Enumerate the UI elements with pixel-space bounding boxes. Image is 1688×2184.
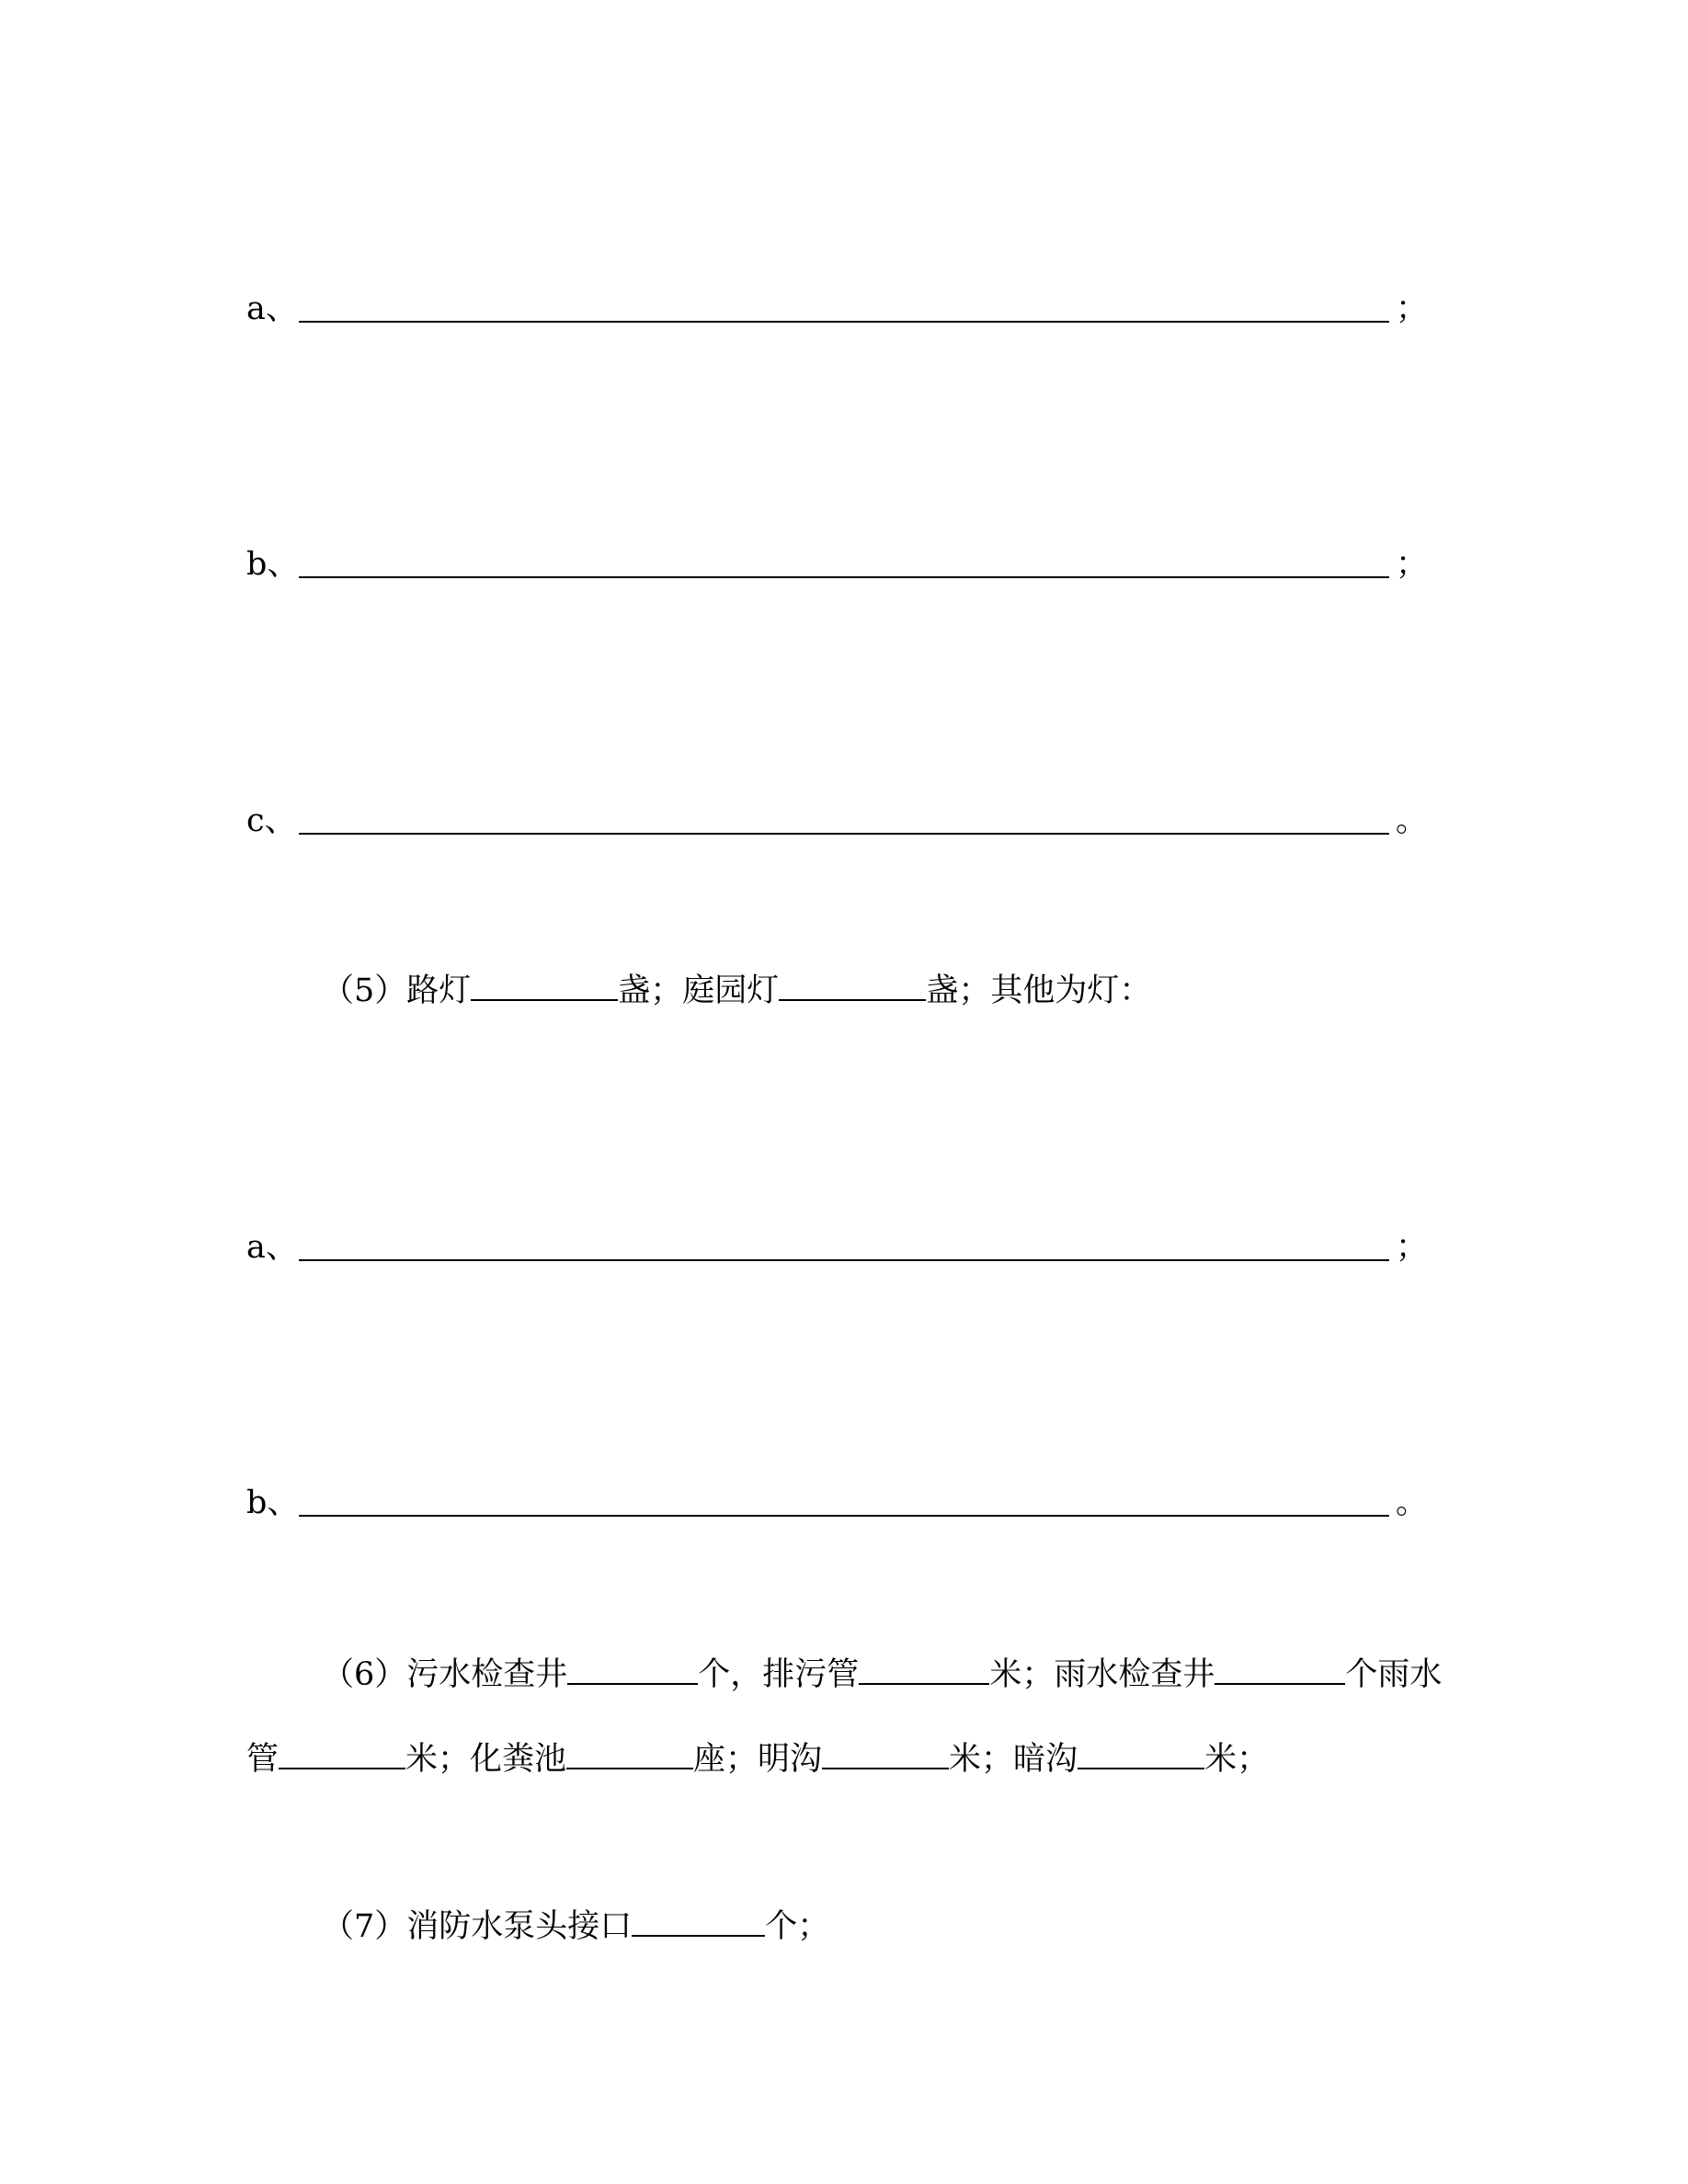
text-sewage-well: 污水检查井 [406, 1656, 568, 1693]
row-label: b、 [246, 1484, 300, 1521]
fill-in-line[interactable] [299, 321, 1389, 323]
text-covered-ditch: 米；暗沟 [949, 1741, 1078, 1778]
item-7-line [322, 1904, 829, 1945]
rain-pipe-length-blank[interactable] [279, 1736, 405, 1769]
text-count-end: 个； [765, 1908, 830, 1945]
row-end-punct: ； [1396, 546, 1429, 583]
sewage-well-count-blank[interactable] [567, 1652, 698, 1685]
rain-well-count-blank[interactable] [1215, 1652, 1345, 1685]
road-lamp-count-blank[interactable] [471, 968, 618, 1001]
garden-lamp-count-blank[interactable] [779, 968, 926, 1001]
row-label: a、 [246, 1229, 298, 1266]
fire-pump-connector-count-blank[interactable] [632, 1904, 765, 1937]
item-6-line-1 [322, 1652, 1442, 1693]
item-number: （6） [322, 1656, 407, 1693]
row-label: b、 [246, 546, 300, 583]
fill-in-line[interactable] [299, 1515, 1389, 1517]
covered-ditch-length-blank[interactable] [1078, 1736, 1204, 1769]
row-label: a、 [246, 290, 298, 327]
text-road-lamp: 路灯 [406, 973, 472, 1009]
fill-in-line[interactable] [299, 576, 1389, 578]
text-fire-pump-connector: 消防水泵头接口 [406, 1908, 633, 1945]
text-pipe: 管 [246, 1741, 279, 1778]
item-6-line-2 [246, 1736, 1269, 1778]
text-septic-tank: 米；化粪池 [405, 1741, 567, 1778]
septic-tank-count-blank[interactable] [566, 1736, 693, 1769]
row-end-punct: 。 [1396, 802, 1429, 839]
row-end-punct: 。 [1396, 1484, 1429, 1521]
item-number: （7） [322, 1908, 407, 1945]
fill-in-line[interactable] [299, 1259, 1389, 1261]
item-5-line [322, 968, 1151, 1009]
text-meter-end: 米； [1204, 1741, 1270, 1778]
text-open-ditch: 座；明沟 [693, 1741, 823, 1778]
text-other-lamp: 盏；其他为灯： [926, 973, 1152, 1009]
item-number: （5） [322, 973, 407, 1009]
row-end-punct: ； [1396, 290, 1429, 327]
row-end-punct: ； [1396, 1229, 1429, 1266]
text-rain-pipe: 个雨水 [1345, 1656, 1443, 1693]
row-label: c、 [246, 802, 297, 839]
text-sewage-pipe: 个，排污管 [698, 1656, 860, 1693]
fill-in-line[interactable] [299, 833, 1389, 835]
text-garden-lamp: 盏；庭园灯 [618, 973, 780, 1009]
open-ditch-length-blank[interactable] [822, 1736, 949, 1769]
sewage-pipe-length-blank[interactable] [859, 1652, 989, 1685]
text-rain-well: 米；雨水检查井 [989, 1656, 1215, 1693]
